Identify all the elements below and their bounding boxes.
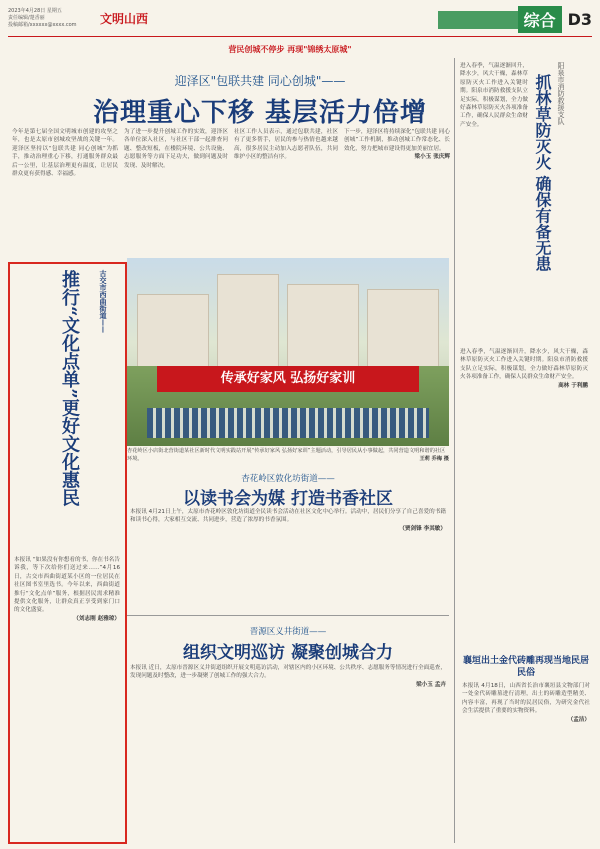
section-name: 综合	[518, 6, 562, 33]
right-story2-headline: 襄垣出土金代砖雕再现当地民居民俗	[462, 656, 589, 678]
photo-caption	[127, 448, 449, 463]
right-body-top: 进入春季，气温逐渐回升，降水少，风大干燥，森林草原防灭火工作进入关键时期。阳泉市消防救援支队立足实际，积极谋划，全力做好森林草原防灭火各项准备工作，确保人民群众生命财产安全。	[460, 63, 528, 128]
main-headline: 治理重心下移 基层活力倍增	[92, 98, 428, 128]
story3-byline: 梁小玉 孟卉	[416, 681, 446, 688]
right-column-divider	[454, 58, 455, 843]
header-meta	[8, 8, 77, 29]
left-box-byline: （刘志刚 赵雅琼）	[73, 615, 120, 622]
main-col-3: 社区工作人员表示，通过包联共建，社区有了更多帮手，居民的参与热情也越来越高，很多居民主动加入志愿者队伍，共同维护小区的整洁有序。	[234, 129, 338, 161]
right-byline: 高林 于利鹏	[558, 382, 588, 389]
header-date: 2023年4月28日 星期五	[8, 8, 62, 14]
right-body-bottom: 进入春季，气温逐渐回升，降水少，风大干燥，森林草原防灭火工作进入关键时期。阳泉市消防救援支队立足实际，积极谋划，全力做好森林草原防灭火各项准备工作，确保人民群众生命财产安全。 高林 于利鹏	[460, 349, 588, 389]
story3-headline: 组织文明巡访 凝聚创城合力	[183, 643, 393, 663]
page-number: D3	[567, 10, 592, 29]
story-divider	[127, 615, 449, 616]
story2-headline: 以读书会为媒 打造书香社区	[183, 489, 393, 509]
photo-children	[147, 408, 429, 438]
main-kicker: 迎泽区"包联共建 同心创城"——	[174, 74, 346, 88]
story3-body: 本报讯 近日，太原市晋源区义井街道组织开展文明巡访活动，对辖区内的小区环境、公共秩序、志愿服务等情况进行全面巡查，发现问题及时整改，进一步凝聚了创城工作的强大合力。 梁小玉 孟卉	[130, 665, 446, 688]
page-header	[8, 6, 592, 36]
story2-byline: （贾剑锋 李其敏）	[399, 525, 446, 532]
header-rule	[8, 36, 592, 37]
left-box-kicker: 古交市西曲街道——	[99, 270, 108, 333]
section-label	[438, 6, 592, 33]
header-editor: 责任编辑/楚香丽	[8, 15, 45, 21]
caption-text: 杏花岭区小店街北营街道某社区新时代文明实践站开展“传承好家风 弘扬好家训”主题活动，引导居民从小事做起，共同营造文明和谐的社区环境。	[127, 448, 446, 462]
left-box-title: 推行“文化点单”更好文化惠民	[59, 270, 80, 507]
right-story2-body: 本报讯 4月18日，山西省长治市襄垣县文物部门对一处金代砖雕墓进行清理，出土的砖雕造型精美、内容丰富，再现了当时的民居民俗，为研究金代社会生活提供了重要的实物资料。 （孟洁）	[462, 683, 590, 723]
main-byline: 梁小玉 张庆辉	[414, 154, 450, 161]
news-photo	[127, 258, 449, 446]
top-banner: 营民创城不停步 再现"锦绣太原城"	[228, 44, 352, 54]
newspaper-logo: 文明山西	[100, 12, 149, 26]
header-email: 投稿邮箱/xxxxxx@xxxx.com	[8, 22, 77, 28]
story3-kicker: 晋源区义井街道——	[249, 627, 327, 637]
photo-banner: 传承好家风 弘扬好家训	[157, 366, 419, 392]
right-kicker: 阳泉市消防救援支队	[557, 62, 565, 125]
main-col-1: 今年是第七届全国文明城市创建的攻坚之年，也是太原市创城攻坚战的关键一年。迎泽区坚持以“包联共建 同心创城”为抓手，推动治理重心下移，打通服务群众最后一公里，让基层治理更有温度，让居民群众更有获得感、幸福感。	[12, 129, 118, 178]
right-title: 抓林草防灭火 确保有备无患	[533, 74, 552, 272]
section-bar	[438, 11, 518, 29]
photo-credit: 王莉 乔梅 摄	[419, 455, 449, 462]
left-boxed-story	[8, 262, 127, 844]
story2-body: 本报讯 4月21日上午，太原市杏花岭区敦化坊街道全民读书会活动在社区文化中心举行。活动中，居民们分享了自己喜爱的书籍和读书心得，大家相互交流、共同进步，营造了浓厚的书香氛围。 （贾剑锋 李其敏）	[130, 509, 446, 532]
main-col-4: 下一步，迎泽区将持续深化“包联共建 同心创城”工作机制，推动创城工作常态化、长效化，努力把城市建设得更加美丽宜居。 梁小玉 张庆辉	[344, 129, 450, 161]
main-col-2: 为了进一步提升创城工作的实效，迎泽区各单位深入社区，与社区干部一起排查问题、整改短板，在楼院环境、公共设施、志愿服务等方面下足功夫，做到问题及时发现、及时解决。	[124, 129, 228, 169]
left-box-body: 本报讯 “如果没有你想看的书，你在书名告诉我，等下次给你们送过来……”4月16日，古交市西曲街道某小区的一位居民在社区图书室里选书。今年以来，西曲街道推行“文化点单”服务，根据居民需求精准提供文化服务，让群众真正享受到家门口的文化盛宴。 （刘志刚 赵雅琼）	[14, 557, 120, 622]
right-story2-byline: （孟洁）	[567, 716, 590, 723]
story2-kicker: 杏花岭区敦化坊街道——	[241, 474, 335, 484]
